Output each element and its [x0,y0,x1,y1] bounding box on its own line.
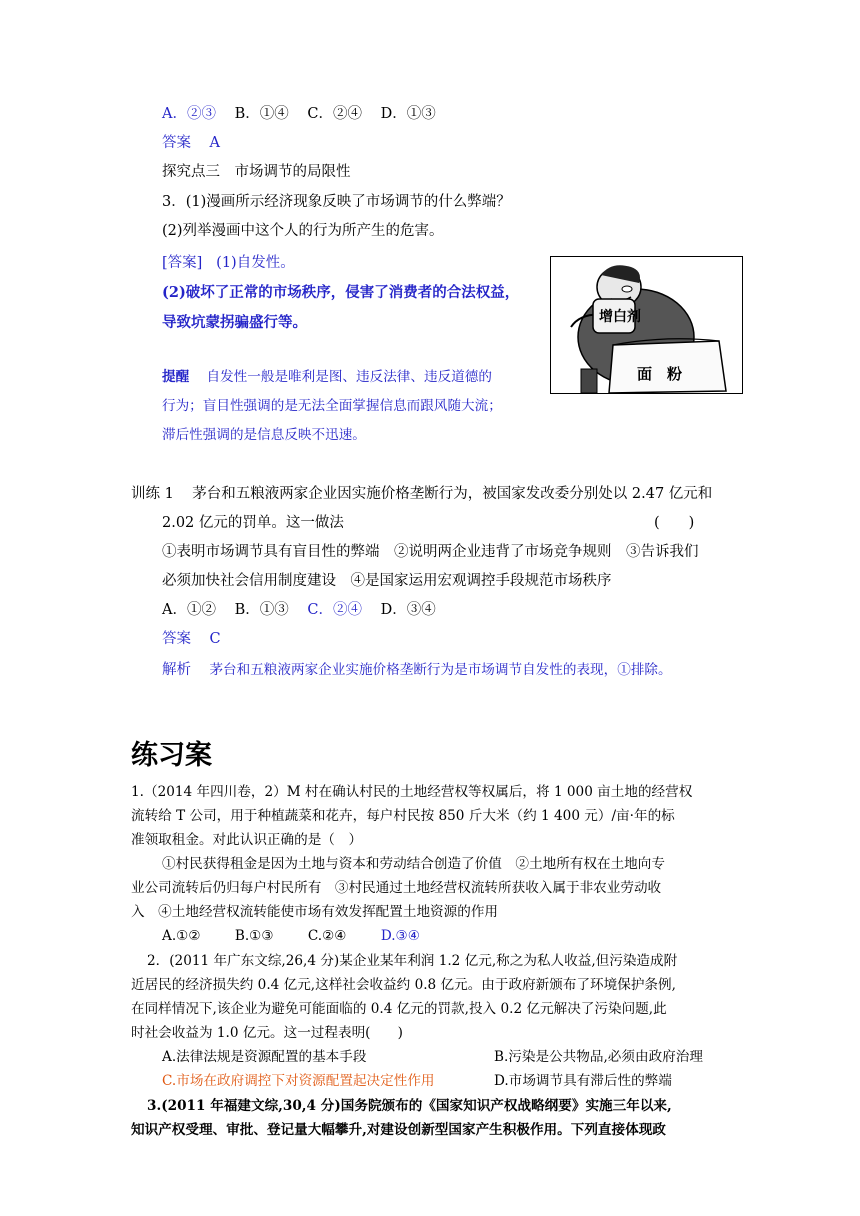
option-c: C．②④ [307,602,362,618]
answer-label: 答案 [162,631,191,647]
q3-answer-line2: (2)破坏了正常的市场秩序，侵害了消费者的合法权益， [162,284,520,301]
tip-line1 [162,367,492,387]
q3-line1: 3.(2011 年福建文综,30,4 分)国务院颁布的《国家知识产权战略纲要》实施三年以来, [147,1098,672,1114]
option-d: D．③④ [380,602,436,618]
q3-answer-line3: 导致坑蒙拐骗盛行等。 [162,314,307,331]
option-b: B．①③ [234,602,289,618]
q1-opt2: 业公司流转后仍归每户村民所有 ③村民通过土地经营权流转所获收入属于非农业劳动收 [131,880,662,896]
q2-option-c: C.市场在政府调控下对资源配置起决定性作用 [162,1073,435,1089]
training1-bracket: ( ) [654,515,695,531]
training1-answer [162,629,221,649]
training1-opt-line1: ①表明市场调节具有盲目性的弊端 ②说明两企业违背了市场竞争规则 ③告诉我们 [162,544,699,560]
cartoon-image [550,256,743,394]
section-title: 探究点三 市场调节的局限性 [162,164,351,180]
practice-heading: 练习案 [131,740,212,771]
training1-line2: 2.02 亿元的罚单。这一做法 [162,515,344,531]
training1-options [162,600,436,620]
q1-line1: 1.（2014 年四川卷，2）M 村在确认村民的土地经营权等权属后，将 1 000 亩土地的经营权 [131,784,693,800]
option-d: D．①③ [380,106,436,122]
q3-line2: 知识产权受理、审批、登记量大幅攀升,对建设创新型国家产生积极作用。下列直接体现政 [131,1122,666,1138]
q1-line3: 准领取租金。对此认识正确的是（ ） [131,832,363,848]
answer-label: 答案 [162,135,191,151]
option-d: D.③④ [380,928,420,944]
option-a: A．②③ [162,106,216,122]
q2-option-a: A.法律法规是资源配置的基本手段 [162,1049,367,1065]
q1-line2: 流转给 T 公司，用于种植蔬菜和花卉，每户村民按 850 斤大米（约 1 400 元）/亩·年的标 [131,808,675,824]
answer-label: [答案] [162,255,203,271]
option-a: A．①② [162,602,216,618]
option-c: C．②④ [307,106,362,122]
analysis-text: 茅台和五粮液两家企业实施价格垄断行为是市场调节自发性的表现，①排除。 [209,662,672,678]
answer-text: (1)自发性。 [216,255,295,271]
q2-line1: 2．(2011 年广东文综,26,4 分)某企业某年利润 1.2 亿元,称之为私人收益,但污染造成附 [147,953,678,969]
q1-options [162,926,420,946]
q2-line4: 时社会收益为 1.0 亿元。这一过程表明( ) [131,1025,403,1041]
training1-analysis [162,660,672,680]
q1-opt3: 入 ④土地经营权流转能使市场有效发挥配置土地资源的作用 [131,904,499,920]
q3-line1: 3．(1)漫画所示经济现象反映了市场调节的什么弊端？ [162,194,511,210]
option-a: A.①② [162,928,201,944]
prev-answer [162,133,220,153]
training1-label: 训练 1 [131,486,174,502]
training1-opt-line2: 必须加快社会信用制度建设 ④是国家运用宏观调控手段规范市场秩序 [162,573,612,589]
training1-text: 茅台和五粮液两家企业因实施价格垄断行为，被国家发改委分别处以 2.47 亿元和 [192,486,713,502]
tip-line2: 行为；盲目性强调的是无法全面掌握信息而跟风随大流； [162,398,502,414]
q1-opt1: ①村民获得租金是因为土地与资本和劳动结合创造了价值 ②土地所有权在土地向专 [162,856,665,872]
option-b: B．①④ [234,106,289,122]
answer-value: C [209,631,221,647]
q2-option-d: D.市场调节具有滞后性的弊端 [494,1073,672,1089]
answer-value: A [209,135,220,151]
option-b: B.①③ [234,928,274,944]
tip-label: 提醒 [162,369,190,385]
q3-answer-line1 [162,253,295,273]
prev-question-options [162,104,436,124]
q3-line2: (2)列举漫画中这个人的行为所产生的危害。 [162,223,444,239]
tip-text: 自发性一般是唯利是图、违反法律、违反道德的 [206,369,492,385]
q2-line2: 近居民的经济损失约 0.4 亿元,这样社会收益约 0.8 亿元。由于政府新颁布了环境保护条例, [131,977,676,993]
tip-line3: 滞后性强调的是信息反映不迅速。 [162,427,366,443]
bag-label: 增白剂 [599,309,641,325]
q2-line3: 在同样情况下,该企业为避免可能面临的 0.4 亿元的罚款,投入 0.2 亿元解决了污染问题,此 [131,1001,667,1017]
training1-line1 [131,484,712,504]
analysis-label: 解析 [162,662,191,678]
sack-label: 面 粉 [637,365,683,383]
option-c: C.②④ [307,928,347,944]
q2-option-b: B.污染是公共物品,必须由政府治理 [494,1049,703,1065]
